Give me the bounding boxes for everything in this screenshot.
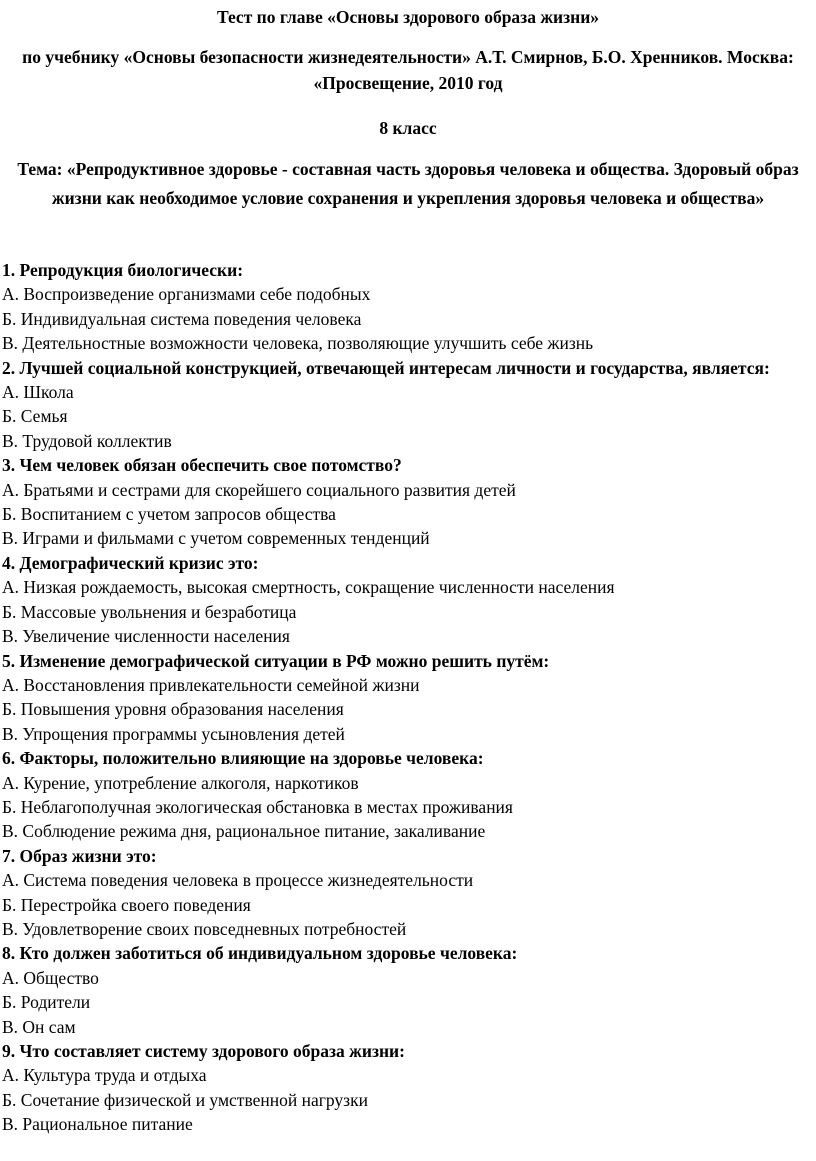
question-3 [2, 453, 812, 551]
answer-option: В. Удовлетворение своих повседневных потребностей [2, 918, 407, 939]
question-9 [2, 1039, 812, 1137]
grade-label: 8 класс [379, 118, 437, 138]
question-text: 3. Чем человек обязан обеспечить свое потомство? [2, 455, 402, 476]
answer-option: А. Система поведения человека в процессе жизнедеятельности [2, 870, 474, 891]
question-text: 4. Демографический кризис это: [2, 552, 259, 573]
question-list [2, 258, 812, 1137]
question-4 [2, 551, 812, 649]
question-text: 8. Кто должен заботиться об индивидуальном здоровье человека: [2, 943, 518, 964]
answer-option: А. Культура труда и отдыха [2, 1065, 207, 1086]
answer-option: А. Братьями и сестрами для скорейшего социального развития детей [2, 479, 516, 500]
answer-option: А. Воспроизведение организмами себе подобных [2, 284, 371, 305]
document-title: Тест по главе «Основы здорового образа жизни» [216, 7, 600, 27]
question-text: 5. Изменение демографической ситуации в РФ можно решить путём: [2, 650, 550, 671]
answer-option: А. Восстановления привлекательности семейной жизни [2, 674, 420, 695]
question-text: 2. Лучшей социальной конструкцией, отвечающей интересам личности и государства, является: [2, 357, 770, 378]
answer-option: В. Он сам [2, 1016, 76, 1037]
question-text: 7. Образ жизни это: [2, 845, 157, 866]
answer-option: А. Общество [2, 967, 99, 988]
answer-option: Б. Перестройка своего поведения [2, 894, 251, 915]
textbook-reference: по учебнику «Основы безопасности жизнедеятельности» А.Т. Смирнов, Б.О. Хренников. Москва: «Просвещение, 2010 год [22, 47, 794, 93]
question-5 [2, 649, 812, 747]
answer-option: Б. Массовые увольнения и безработица [2, 601, 297, 622]
answer-option: А. Низкая рождаемость, высокая смертность, сокращение численности населения [2, 577, 615, 598]
answer-option: В. Деятельностные возможности человека, позволяющие улучшить себе жизнь [2, 333, 594, 354]
answer-option: В. Упрощения программы усыновления детей [2, 723, 345, 744]
answer-option: Б. Воспитанием с учетом запросов общества [2, 504, 336, 525]
answer-option: Б. Неблагополучная экологическая обстановка в местах проживания [2, 796, 513, 817]
question-7 [2, 844, 812, 942]
answer-option: В. Рациональное питание [2, 1114, 193, 1135]
topic-heading: Тема: «Репродуктивное здоровье - составная часть здоровья человека и общества. Здоровый образ жизни как необходимое условие сохранения и укрепления здоровья человека и общества» [17, 159, 799, 208]
answer-option: Б. Повышения уровня образования населения [2, 699, 344, 720]
answer-option: В. Соблюдение режима дня, рациональное питание, закаливание [2, 821, 486, 842]
question-text: 6. Факторы, положительно влияющие на здоровье человека: [2, 748, 484, 769]
answer-option: Б. Родители [2, 992, 91, 1013]
answer-option: В. Увеличение численности населения [2, 626, 290, 647]
answer-option: Б. Индивидуальная система поведения человека [2, 308, 362, 329]
answer-option: Б. Семья [2, 406, 68, 427]
question-6 [2, 746, 812, 844]
answer-option: А. Школа [2, 382, 74, 403]
answer-option: А. Курение, употребление алкоголя, наркотиков [2, 772, 359, 793]
answer-option: В. Трудовой коллектив [2, 430, 172, 451]
question-1 [2, 258, 812, 356]
question-text: 1. Репродукция биологически: [2, 260, 244, 280]
answer-option: В. Играми и фильмами с учетом современных тенденций [2, 528, 430, 549]
question-text: 9. Что составляет систему здорового образа жизни: [2, 1041, 405, 1061]
answer-option: Б. Сочетание физической и умственной нагрузки [2, 1089, 368, 1110]
question-2 [2, 356, 812, 454]
question-8 [2, 941, 812, 1039]
